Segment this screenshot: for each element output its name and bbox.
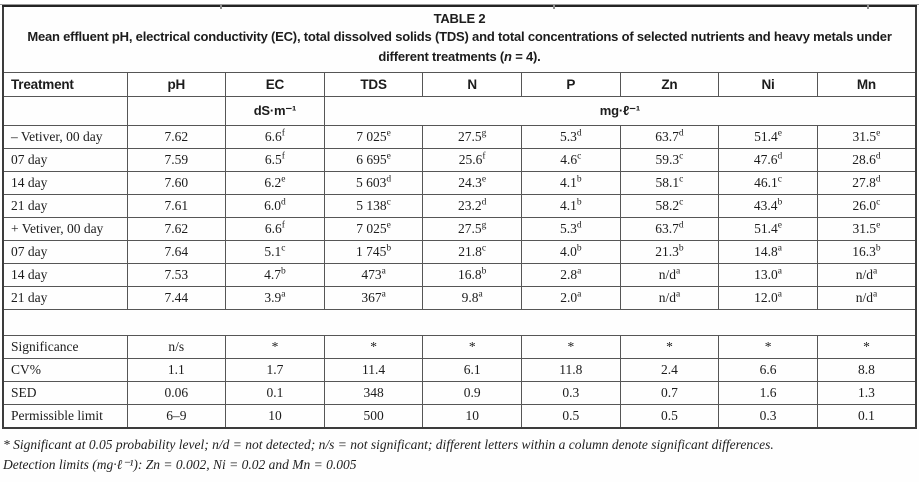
significance-letter: a — [478, 289, 483, 300]
treatment-cell: 07 day — [3, 149, 127, 172]
value-cell: 25.6$^f$ — [423, 149, 522, 172]
stats-value-cell: 1.6 — [719, 382, 818, 405]
value-cell: 6.0$^d$ — [226, 195, 325, 218]
significance-letter: a — [381, 266, 386, 277]
value-cell: 2.0$^a$ — [522, 287, 621, 310]
stats-value-cell: 11.4 — [324, 359, 423, 382]
treatment-data-row — [3, 149, 916, 172]
caption-text-after: = 4). — [511, 48, 541, 64]
value-cell: 46.1$^c$ — [719, 172, 818, 195]
treatment-data-row — [3, 172, 916, 195]
stats-value-cell: * — [719, 336, 818, 359]
significance-letter: d — [678, 220, 684, 231]
value-cell: 7.62 — [127, 126, 226, 149]
stats-value-cell: 0.06 — [127, 382, 226, 405]
value-cell: 63.7$^d$ — [620, 218, 719, 241]
value-cell: 6 695e — [324, 149, 423, 172]
value-cell: 16.3$^b$ — [817, 241, 916, 264]
stats-value-cell: * — [423, 336, 522, 359]
units-empty-treatment — [3, 97, 127, 126]
value-cell: 367$^a$ — [324, 287, 423, 310]
significance-letter: e — [386, 128, 391, 139]
stats-value-cell: 500 — [324, 405, 423, 428]
significance-letter: d — [576, 220, 582, 231]
value-cell: $n/d^a$ — [620, 264, 719, 287]
scan-tick — [867, 5, 869, 9]
value-cell: 3.9$^a$ — [226, 287, 325, 310]
treatment-data-row — [3, 218, 916, 241]
significance-letter: e — [777, 220, 782, 231]
scanned-table-page — [0, 4, 919, 482]
stats-value-cell: 348 — [324, 382, 423, 405]
spacer-row — [3, 310, 916, 336]
caption-text-before: Mean effluent pH, electrical conductivity (EC), total dissolved solids (TDS) and total concentrations of selected nutrients and heavy metals under different treatments ( — [27, 29, 892, 64]
stats-value-cell: 8.8 — [817, 359, 916, 382]
value-cell: 4.1$^b$ — [522, 172, 621, 195]
table-title-row — [3, 6, 916, 73]
stats-label-cell: Significance — [3, 336, 127, 359]
table-body — [3, 126, 916, 428]
stats-value-cell: 2.4 — [620, 359, 719, 382]
stats-value-cell: 10 — [226, 405, 325, 428]
value-cell: 27.5$^g$ — [423, 218, 522, 241]
significance-letter: f — [281, 220, 285, 231]
treatment-data-row — [3, 264, 916, 287]
significance-letter: d — [576, 128, 582, 139]
significance-letter: b — [281, 266, 286, 277]
stats-value-cell: 1.1 — [127, 359, 226, 382]
stats-value-cell: 6–9 — [127, 405, 226, 428]
mg-unit-label: mg·ℓ⁻¹ — [324, 97, 916, 126]
value-cell: 7.44 — [127, 287, 226, 310]
value-cell: 58.2$^c$ — [620, 195, 719, 218]
value-cell: 6.6$^f$ — [226, 218, 325, 241]
value-cell: $n/d^a$ — [817, 264, 916, 287]
value-cell: $n/d^a$ — [817, 287, 916, 310]
treatment-data-row — [3, 287, 916, 310]
value-cell: 63.7$^d$ — [620, 126, 719, 149]
stats-label-cell: SED — [3, 382, 127, 405]
stats-row — [3, 359, 916, 382]
significance-letter: a — [675, 289, 681, 300]
significance-letter: b — [576, 174, 582, 185]
value-cell: 4.1$^b$ — [522, 195, 621, 218]
significance-letter: e — [876, 220, 881, 231]
treatment-data-row — [3, 241, 916, 264]
stats-row — [3, 336, 916, 359]
table-number: TABLE 2 — [433, 11, 486, 26]
spacer-cell — [3, 310, 916, 336]
scan-artifact-ticks — [0, 4, 919, 7]
significance-letter: e — [876, 128, 881, 139]
significance-letter: d — [875, 151, 881, 162]
significance-letter: e — [777, 128, 782, 139]
column-header-ph: pH — [127, 73, 226, 97]
value-cell: 13.0$^a$ — [719, 264, 818, 287]
significance-letter: f — [281, 151, 285, 162]
value-cell: 7.60 — [127, 172, 226, 195]
significance-letter: e — [386, 151, 391, 162]
value-cell: $n/d^a$ — [620, 287, 719, 310]
value-cell: 24.3e — [423, 172, 522, 195]
significance-letter: f — [482, 151, 486, 162]
stats-value-cell: 6.1 — [423, 359, 522, 382]
treatment-data-row — [3, 126, 916, 149]
value-cell: 7.62 — [127, 218, 226, 241]
value-cell: 1 745$^b$ — [324, 241, 423, 264]
value-cell: 5.1$^c$ — [226, 241, 325, 264]
stats-value-cell: 0.5 — [522, 405, 621, 428]
value-cell: 21.8$^c$ — [423, 241, 522, 264]
significance-letter: b — [481, 266, 487, 277]
stats-value-cell: 0.9 — [423, 382, 522, 405]
value-cell: 26.0$^c$ — [817, 195, 916, 218]
significance-letter: b — [777, 197, 783, 208]
significance-letter: d — [481, 197, 487, 208]
value-cell: 16.8$^b$ — [423, 264, 522, 287]
value-cell: 6.2e — [226, 172, 325, 195]
value-cell: 21.3$^b$ — [620, 241, 719, 264]
treatment-cell: 14 day — [3, 264, 127, 287]
significance-letter: g — [481, 220, 487, 231]
scan-tick — [220, 5, 222, 9]
column-header-zn: Zn — [620, 73, 719, 97]
significance-letter: c — [679, 174, 684, 185]
value-cell: 7.61 — [127, 195, 226, 218]
value-cell: 5 138$^c$ — [324, 195, 423, 218]
significance-letter: c — [876, 197, 881, 208]
column-header-n: N — [423, 73, 522, 97]
column-header-ni: Ni — [719, 73, 818, 97]
table-title-cell — [3, 6, 916, 73]
value-cell: 9.8$^a$ — [423, 287, 522, 310]
stats-value-cell: 1.7 — [226, 359, 325, 382]
significance-letter: d — [281, 197, 286, 208]
table-caption — [12, 27, 907, 66]
value-cell: 31.5e — [817, 218, 916, 241]
column-header-mn: Mn — [817, 73, 916, 97]
significance-letter: c — [577, 151, 582, 162]
stats-value-cell: * — [324, 336, 423, 359]
value-cell: 7.59 — [127, 149, 226, 172]
significance-letter: a — [777, 289, 782, 300]
significance-letter: e — [281, 174, 286, 185]
significance-letter: a — [777, 243, 782, 254]
significance-letter: a — [777, 266, 782, 277]
stats-value-cell: * — [817, 336, 916, 359]
column-header-row — [3, 73, 916, 97]
treatment-data-row — [3, 195, 916, 218]
significance-letter: a — [381, 289, 386, 300]
treatment-cell: 21 day — [3, 287, 127, 310]
stats-value-cell: * — [620, 336, 719, 359]
significance-letter: a — [281, 289, 286, 300]
stats-value-cell: n/s — [127, 336, 226, 359]
caption-n-italic: n — [504, 48, 512, 64]
value-cell: 4.6$^c$ — [522, 149, 621, 172]
value-cell: 51.4e — [719, 218, 818, 241]
significance-letter: c — [281, 243, 286, 254]
stats-value-cell: 1.3 — [817, 382, 916, 405]
significance-letter: d — [875, 174, 881, 185]
significance-letter: c — [679, 151, 684, 162]
value-cell: 43.4$^b$ — [719, 195, 818, 218]
footnote-line-1: * Significant at 0.05 probability level; n/d = not detected; n/s = not significant; different letters within a column denote significant differences. — [3, 436, 774, 452]
stats-value-cell: 0.7 — [620, 382, 719, 405]
stats-value-cell: 0.3 — [522, 382, 621, 405]
stats-value-cell: 10 — [423, 405, 522, 428]
significance-letter: e — [386, 220, 391, 231]
treatment-cell: 21 day — [3, 195, 127, 218]
significance-letter: d — [678, 128, 684, 139]
significance-letter: b — [576, 243, 582, 254]
significance-letter: a — [872, 289, 878, 300]
significance-letter: a — [577, 266, 582, 277]
value-cell: 14.8$^a$ — [719, 241, 818, 264]
footnote-block — [3, 435, 919, 477]
significance-letter: b — [386, 243, 392, 254]
effluent-results-table — [2, 4, 917, 429]
value-cell: 7 025e — [324, 126, 423, 149]
significance-letter: g — [481, 128, 487, 139]
stats-value-cell: * — [522, 336, 621, 359]
stats-label-cell: CV% — [3, 359, 127, 382]
units-empty-ph — [127, 97, 226, 126]
value-cell: 23.2$^d$ — [423, 195, 522, 218]
significance-letter: c — [777, 174, 782, 185]
value-cell: 58.1$^c$ — [620, 172, 719, 195]
treatment-cell: 14 day — [3, 172, 127, 195]
value-cell: 5 603$^d$ — [324, 172, 423, 195]
significance-letter: c — [481, 243, 487, 254]
value-cell: 31.5e — [817, 126, 916, 149]
scan-tick — [553, 5, 555, 9]
value-cell: 4.7$^b$ — [226, 264, 325, 287]
stats-row — [3, 382, 916, 405]
significance-letter: d — [386, 174, 392, 185]
stats-value-cell: 6.6 — [719, 359, 818, 382]
column-header-p: P — [522, 73, 621, 97]
significance-letter: a — [872, 266, 878, 277]
stats-value-cell: 0.1 — [226, 382, 325, 405]
treatment-cell: + Vetiver, 00 day — [3, 218, 127, 241]
column-header-tds: TDS — [324, 73, 423, 97]
significance-letter: f — [281, 128, 285, 139]
value-cell: 4.0$^b$ — [522, 241, 621, 264]
significance-letter: e — [481, 174, 487, 185]
significance-letter: b — [576, 197, 582, 208]
units-row — [3, 97, 916, 126]
column-header-ec: EC — [226, 73, 325, 97]
stats-value-cell: 0.1 — [817, 405, 916, 428]
value-cell: 473$^a$ — [324, 264, 423, 287]
value-cell: 7.53 — [127, 264, 226, 287]
treatment-cell: – Vetiver, 00 day — [3, 126, 127, 149]
footnote-line-2: Detection limits (mg·ℓ⁻¹): Zn = 0.002, Ni = 0.02 and Mn = 0.005 — [3, 457, 357, 473]
ec-unit-label: dS·m⁻¹ — [226, 97, 325, 126]
value-cell: 5.3$^d$ — [522, 126, 621, 149]
value-cell: 7 025e — [324, 218, 423, 241]
value-cell: 5.3$^d$ — [522, 218, 621, 241]
value-cell: 27.5$^g$ — [423, 126, 522, 149]
significance-letter: b — [678, 243, 684, 254]
value-cell: 6.6$^f$ — [226, 126, 325, 149]
value-cell: 12.0$^a$ — [719, 287, 818, 310]
significance-letter: c — [679, 197, 684, 208]
value-cell: 27.8$^d$ — [817, 172, 916, 195]
significance-letter: a — [675, 266, 681, 277]
value-cell: 59.3$^c$ — [620, 149, 719, 172]
value-cell: 7.64 — [127, 241, 226, 264]
stats-value-cell: 0.5 — [620, 405, 719, 428]
stats-row — [3, 405, 916, 428]
value-cell: 51.4e — [719, 126, 818, 149]
value-cell: 47.6$^d$ — [719, 149, 818, 172]
significance-letter: d — [777, 151, 783, 162]
value-cell: 2.8$^a$ — [522, 264, 621, 287]
significance-letter: c — [386, 197, 391, 208]
stats-value-cell: 0.3 — [719, 405, 818, 428]
significance-letter: a — [577, 289, 582, 300]
value-cell: 6.5$^f$ — [226, 149, 325, 172]
column-header-treatment: Treatment — [3, 73, 127, 97]
treatment-cell: 07 day — [3, 241, 127, 264]
stats-label-cell: Permissible limit — [3, 405, 127, 428]
value-cell: 28.6$^d$ — [817, 149, 916, 172]
stats-value-cell: * — [226, 336, 325, 359]
significance-letter: b — [875, 243, 881, 254]
stats-value-cell: 11.8 — [522, 359, 621, 382]
